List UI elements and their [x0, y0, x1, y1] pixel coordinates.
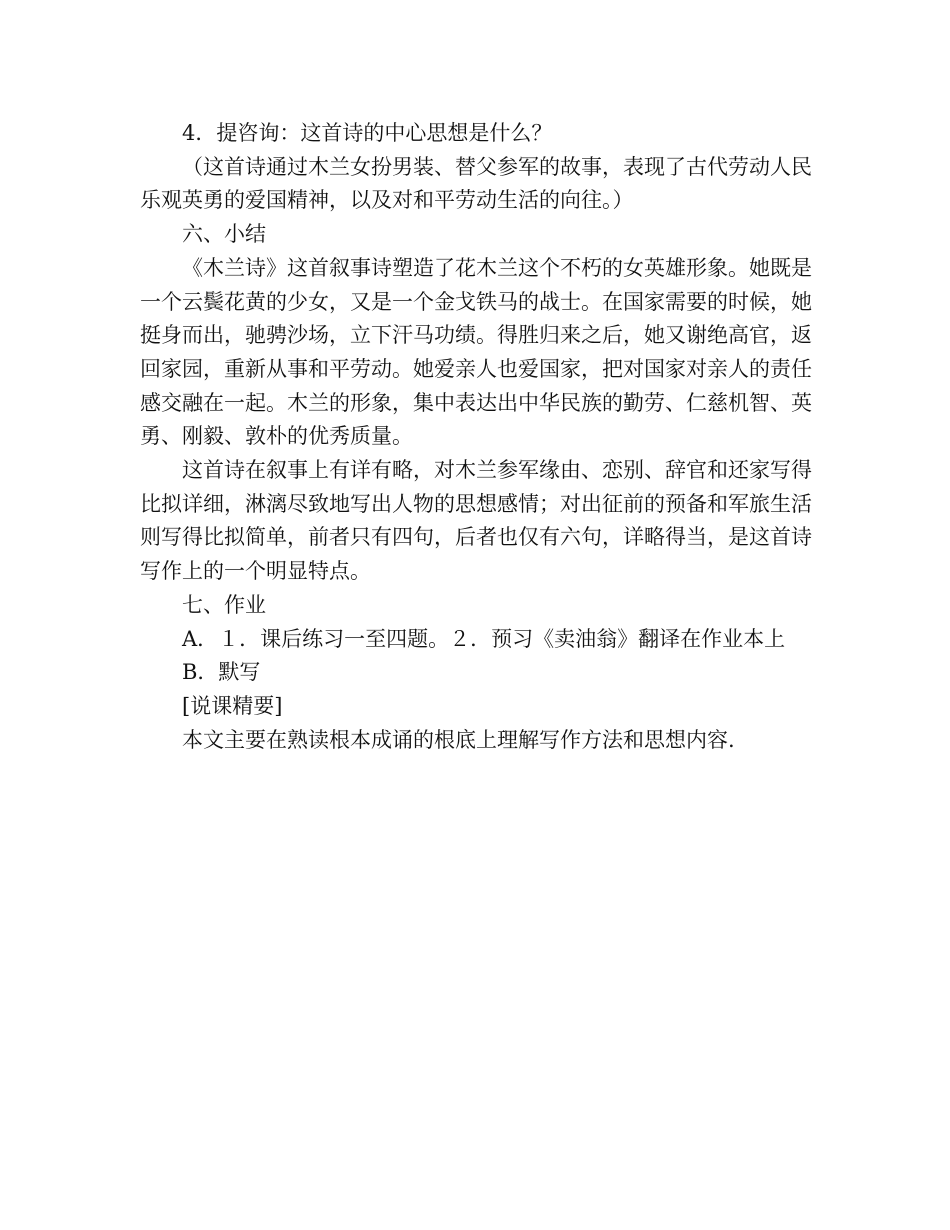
homework-item-b: B．默写 [182, 660, 261, 685]
summary-paragraph-2: 这首诗在叙事上有详有略，对木兰参军缘由、恋别、辞官和还家写得比拟详细，淋漓尽致地写出人物的思想感情；对出征前的预备和军旅生活则写得比拟简单，前者只有四句，后者也仅有六句，详略得当，是这首诗写作上的一个明显特点。 [140, 458, 812, 584]
section-heading-lecture-notes: [说课精要] [182, 693, 283, 718]
lecture-notes-paragraph: 本文主要在熟读根本成诵的根底上理解写作方法和思想内容. [182, 727, 735, 752]
document-page [140, 117, 812, 757]
homework-item-a: A．１．课后练习一至四题。２．预习《卖油翁》翻译在作业本上 [182, 626, 786, 651]
section-heading-summary: 六、小结 [182, 222, 266, 247]
summary-paragraph-1: 《木兰诗》这首叙事诗塑造了花木兰这个不朽的女英雄形象。她既是一个云鬓花黄的少女，又是一个金戈铁马的战士。在国家需要的时候，她挺身而出，驰骋沙场，立下汗马功绩。得胜归来之后，她又谢绝高官，返回家园，重新从事和平劳动。她爱亲人也爱国家，把对国家对亲人的责任感交融在一起。木兰的形象，集中表达出中华民族的勤劳、仁慈机智、英勇、刚毅、敦朴的优秀质量。 [140, 255, 812, 449]
section-heading-homework: 七、作业 [182, 592, 266, 617]
question-4: 4．提咨询：这首诗的中心思想是什么？ [182, 121, 553, 145]
answer-paragraph: （这首诗通过木兰女扮男装、替父参军的故事，表现了古代劳动人民乐观英勇的爱国精神，以及对和平劳动生活的向往。） [140, 154, 812, 213]
